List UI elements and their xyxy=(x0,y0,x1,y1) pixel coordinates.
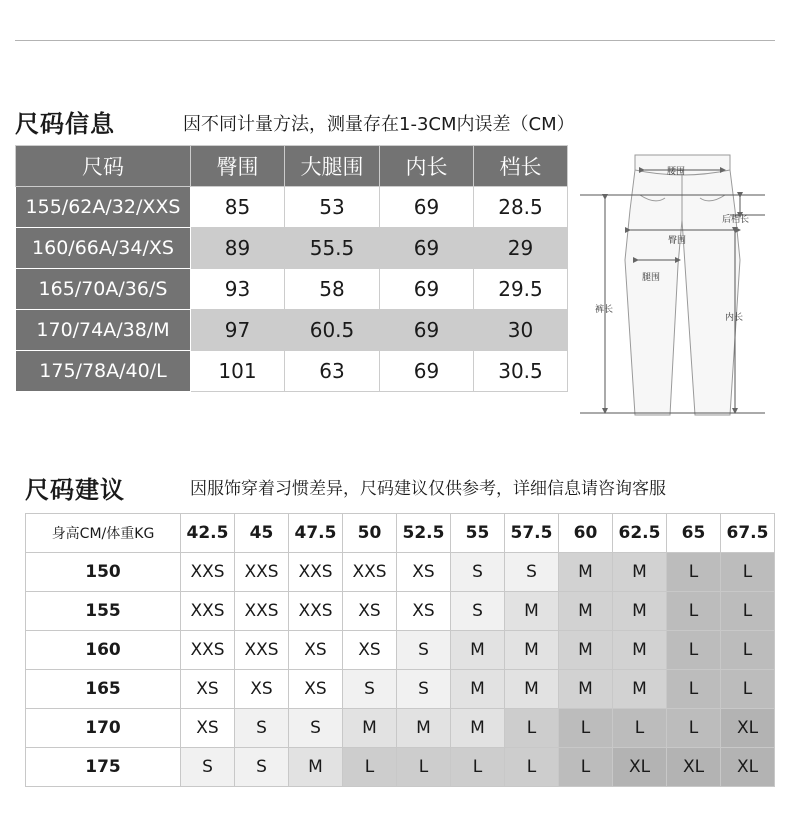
recommend-size-cell: L xyxy=(721,553,775,592)
recommend-size-cell: L xyxy=(397,748,451,787)
recommend-size-cell: XL xyxy=(721,748,775,787)
recommend-size-cell: L xyxy=(505,709,559,748)
recommend-corner-header: 身高CM/体重KG xyxy=(26,514,181,553)
recommend-size-cell: M xyxy=(451,709,505,748)
size-value-cell: 29.5 xyxy=(474,269,568,310)
recommend-row xyxy=(26,631,775,670)
recommend-size-cell: M xyxy=(559,592,613,631)
weight-header: 60 xyxy=(559,514,613,553)
recommend-note: 因服饰穿着习惯差异，尺码建议仅供参考，详细信息请咨询客服 xyxy=(190,479,666,499)
recommend-size-cell: XS xyxy=(397,592,451,631)
recommend-size-cell: XXS xyxy=(235,631,289,670)
diagram-inseam-label: 内长 xyxy=(725,313,744,323)
recommend-size-cell: M xyxy=(505,631,559,670)
weight-header: 57.5 xyxy=(505,514,559,553)
weight-header: 47.5 xyxy=(289,514,343,553)
diagram-hip-label: 臀围 xyxy=(668,236,687,246)
recommend-row xyxy=(26,553,775,592)
recommend-size-cell: XXS xyxy=(235,553,289,592)
recommend-size-cell: S xyxy=(451,553,505,592)
size-value-cell: 101 xyxy=(191,351,285,392)
size-value-cell: 63 xyxy=(285,351,380,392)
recommend-size-cell: XS xyxy=(181,670,235,709)
size-value-cell: 60.5 xyxy=(285,310,380,351)
diagram-length-label: 裤长 xyxy=(595,305,614,315)
recommend-size-cell: L xyxy=(343,748,397,787)
recommend-row xyxy=(26,709,775,748)
recommend-size-cell: M xyxy=(505,670,559,709)
recommend-size-cell: XL xyxy=(613,748,667,787)
size-value-cell: 29 xyxy=(474,228,568,269)
recommend-size-cell: L xyxy=(667,592,721,631)
header-size: 尺码 xyxy=(16,146,191,187)
weight-header: 45 xyxy=(235,514,289,553)
recommend-size-cell: M xyxy=(451,670,505,709)
weight-header: 62.5 xyxy=(613,514,667,553)
recommend-size-cell: S xyxy=(451,592,505,631)
recommend-size-cell: XL xyxy=(667,748,721,787)
recommend-size-cell: M xyxy=(397,709,451,748)
recommend-size-cell: L xyxy=(505,748,559,787)
size-value-cell: 69 xyxy=(380,187,474,228)
height-cell: 165 xyxy=(26,670,181,709)
size-value-cell: 93 xyxy=(191,269,285,310)
size-label-cell: 170/74A/38/M xyxy=(16,310,191,351)
trousers-diagram xyxy=(580,150,780,425)
recommend-size-cell: XS xyxy=(235,670,289,709)
size-info-row xyxy=(16,351,568,392)
recommend-size-cell: M xyxy=(451,631,505,670)
recommend-size-cell: M xyxy=(559,631,613,670)
size-value-cell: 69 xyxy=(380,351,474,392)
trousers-outline-icon xyxy=(625,155,740,415)
size-value-cell: 55.5 xyxy=(285,228,380,269)
size-value-cell: 30.5 xyxy=(474,351,568,392)
size-label-cell: 155/62A/32/XXS xyxy=(16,187,191,228)
size-info-header-row xyxy=(16,146,568,187)
size-info-note: 因不同计量方法，测量存在1-3CM内误差（CM） xyxy=(183,114,575,135)
recommend-row xyxy=(26,748,775,787)
header-thigh: 大腿围 xyxy=(285,146,380,187)
size-value-cell: 30 xyxy=(474,310,568,351)
size-value-cell: 85 xyxy=(191,187,285,228)
size-info-row xyxy=(16,228,568,269)
recommend-size-cell: L xyxy=(667,709,721,748)
recommend-size-cell: L xyxy=(721,592,775,631)
size-value-cell: 69 xyxy=(380,228,474,269)
size-info-table xyxy=(15,145,568,392)
size-info-row xyxy=(16,310,568,351)
size-value-cell: 89 xyxy=(191,228,285,269)
size-label-cell: 165/70A/36/S xyxy=(16,269,191,310)
recommend-size-cell: XXS xyxy=(289,553,343,592)
weight-header: 67.5 xyxy=(721,514,775,553)
size-info-row xyxy=(16,269,568,310)
recommend-size-cell: XL xyxy=(721,709,775,748)
recommend-size-cell: L xyxy=(559,748,613,787)
recommend-size-cell: XS xyxy=(181,709,235,748)
weight-header: 52.5 xyxy=(397,514,451,553)
recommend-size-cell: S xyxy=(343,670,397,709)
weight-header: 42.5 xyxy=(181,514,235,553)
recommend-size-cell: M xyxy=(559,553,613,592)
recommend-size-cell: S xyxy=(181,748,235,787)
recommend-size-cell: M xyxy=(613,670,667,709)
recommend-size-cell: XS xyxy=(397,553,451,592)
recommend-size-cell: M xyxy=(343,709,397,748)
recommend-row xyxy=(26,592,775,631)
recommend-size-cell: S xyxy=(505,553,559,592)
recommend-title: 尺码建议 xyxy=(25,476,125,504)
size-value-cell: 53 xyxy=(285,187,380,228)
recommend-size-cell: L xyxy=(667,631,721,670)
recommend-size-cell: S xyxy=(397,631,451,670)
recommend-size-cell: XS xyxy=(343,592,397,631)
recommend-row xyxy=(26,670,775,709)
size-label-cell: 160/66A/34/XS xyxy=(16,228,191,269)
recommend-size-cell: XXS xyxy=(289,592,343,631)
recommend-size-cell: S xyxy=(397,670,451,709)
diagram-thigh-label: 腿围 xyxy=(642,273,661,283)
height-cell: 150 xyxy=(26,553,181,592)
size-value-cell: 97 xyxy=(191,310,285,351)
recommend-size-cell: XS xyxy=(289,670,343,709)
weight-header: 50 xyxy=(343,514,397,553)
recommend-size-cell: M xyxy=(613,553,667,592)
recommend-size-cell: XXS xyxy=(181,592,235,631)
height-cell: 155 xyxy=(26,592,181,631)
size-value-cell: 58 xyxy=(285,269,380,310)
recommend-size-cell: L xyxy=(613,709,667,748)
recommend-header-row xyxy=(26,514,775,553)
recommend-size-cell: L xyxy=(451,748,505,787)
header-rise: 档长 xyxy=(474,146,568,187)
recommend-size-cell: S xyxy=(235,709,289,748)
recommend-size-cell: M xyxy=(613,592,667,631)
recommend-size-cell: M xyxy=(613,631,667,670)
recommend-size-cell: L xyxy=(559,709,613,748)
size-info-row xyxy=(16,187,568,228)
recommend-size-cell: S xyxy=(289,709,343,748)
diagram-back-rise-label: 后档长 xyxy=(722,215,750,225)
recommend-size-cell: L xyxy=(667,670,721,709)
recommend-size-cell: M xyxy=(289,748,343,787)
header-inseam: 内长 xyxy=(380,146,474,187)
recommend-size-cell: XXS xyxy=(235,592,289,631)
height-cell: 175 xyxy=(26,748,181,787)
recommend-size-cell: L xyxy=(721,631,775,670)
recommend-size-cell: M xyxy=(559,670,613,709)
recommend-size-cell: XS xyxy=(289,631,343,670)
header-hip: 臀围 xyxy=(191,146,285,187)
recommend-size-cell: XS xyxy=(343,631,397,670)
recommend-size-cell: L xyxy=(667,553,721,592)
recommend-size-cell: XXS xyxy=(181,553,235,592)
weight-header: 55 xyxy=(451,514,505,553)
recommend-size-cell: XXS xyxy=(343,553,397,592)
size-info-title: 尺码信息 xyxy=(15,110,115,138)
recommend-size-cell: S xyxy=(235,748,289,787)
weight-header: 65 xyxy=(667,514,721,553)
size-recommend-table xyxy=(25,513,775,787)
size-value-cell: 69 xyxy=(380,269,474,310)
size-value-cell: 28.5 xyxy=(474,187,568,228)
top-divider xyxy=(15,40,775,41)
size-label-cell: 175/78A/40/L xyxy=(16,351,191,392)
height-cell: 170 xyxy=(26,709,181,748)
recommend-size-cell: M xyxy=(505,592,559,631)
size-value-cell: 69 xyxy=(380,310,474,351)
height-cell: 160 xyxy=(26,631,181,670)
recommend-size-cell: L xyxy=(721,670,775,709)
diagram-waist-label: 腰围 xyxy=(667,167,686,177)
recommend-size-cell: XXS xyxy=(181,631,235,670)
